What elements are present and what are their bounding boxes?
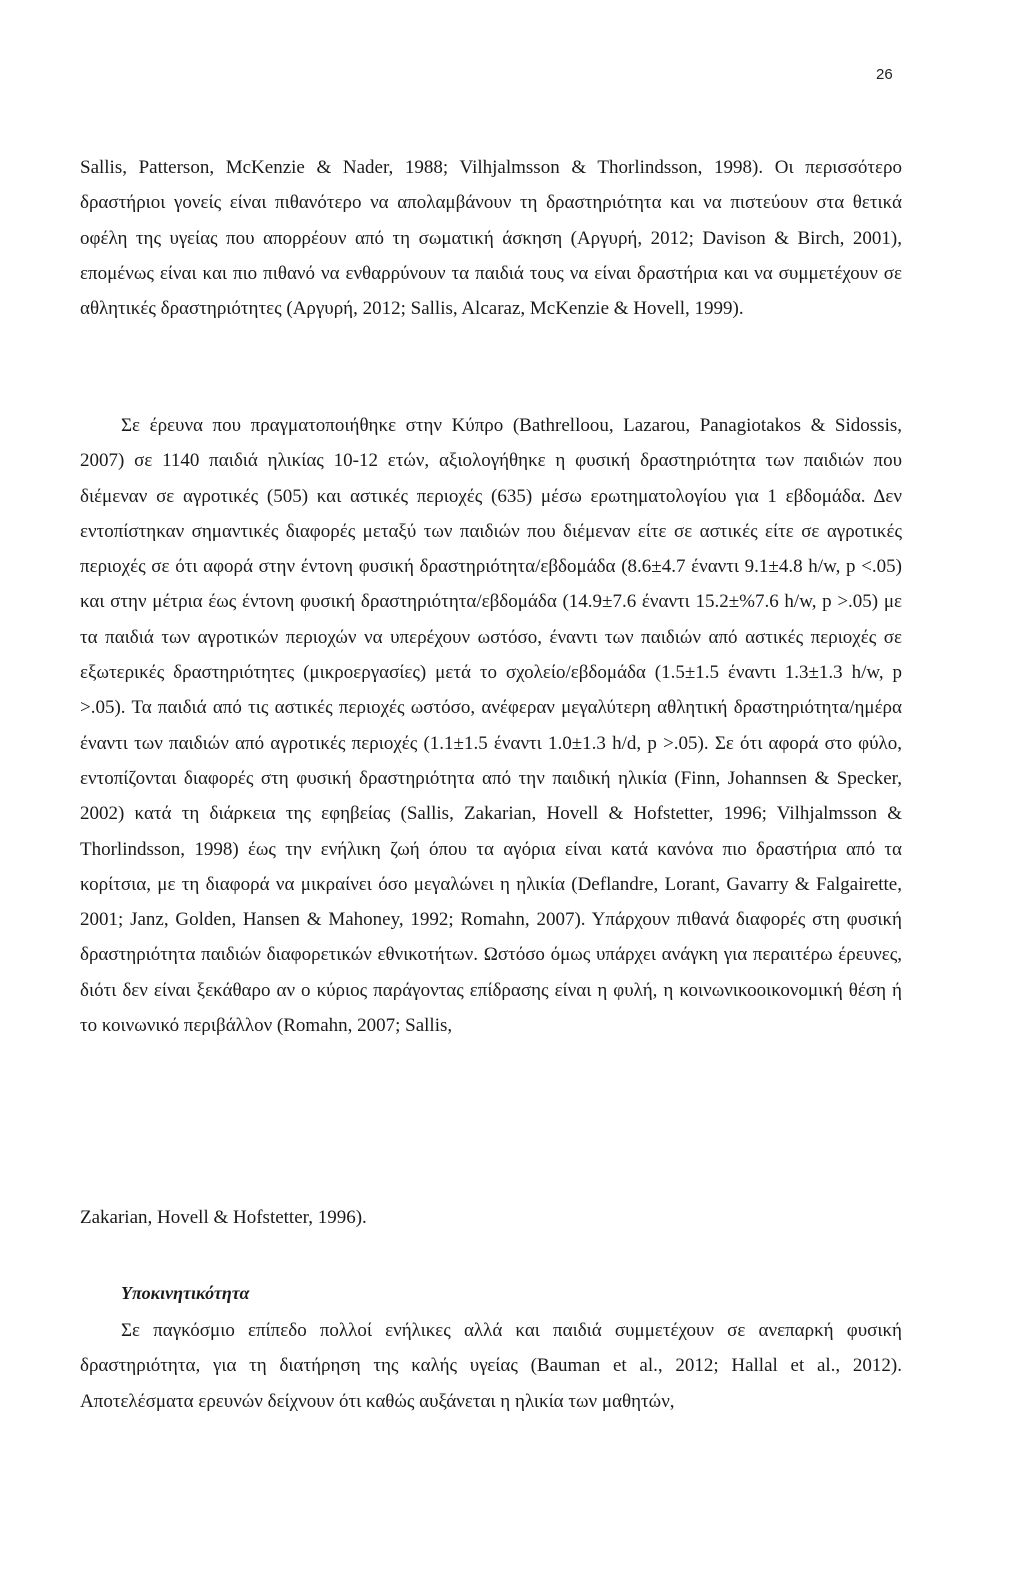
page-number: 26 xyxy=(876,66,893,83)
paragraph-continuation xyxy=(80,1200,902,1235)
paragraph-hypokinesia xyxy=(80,1313,902,1419)
paragraph-cyprus-study xyxy=(80,408,902,1043)
paragraph-text: Σε παγκόσμιο επίπεδο πολλοί ενήλικες αλλά και παιδιά συμμετέχουν σε ανεπαρκή φυσική δραστηριότητα, για τη διατήρηση της καλής υγείας (Bauman et al., 2012; Hallal et al., 2012). Αποτελέσματα ερευνών δείχνουν ότι καθώς αυξάνεται η ηλικία των μαθητών, xyxy=(80,1320,902,1412)
section-heading: Υποκινητικότητα xyxy=(121,1283,250,1303)
paragraph-text: Σε έρευνα που πραγματοποιήθηκε στην Κύπρο (Bathrelloou, Lazarou, Panagiotakos & Sidossis, 2007) σε 1140 παιδιά ηλικίας 10-12 ετών, αξιολογήθηκε η φυσική δραστηριότητα των παιδιών που διέμεναν σε αγροτικές (505) και αστικές περιοχές (635) μέσω ερωτηματολογίου για 1 εβδομάδα. Δεν εντοπίστηκαν σημαντικές διαφορές μεταξύ των παιδιών που διέμεναν είτε σε αστικές είτε σε αγροτικές περιοχές σε ότι αφορά στην έντονη φυσική δραστηριότητα/εβδομάδα (8.6±4.7 έναντι 9.1±4.8 h/w, p <.05) και στην μέτρια έως έντονη φυσική δραστηριότητα/εβδομάδα (14.9±7.6 έναντι 15.2±%7.6 h/w, p >.05) με τα παιδιά των αγροτικών περιοχών να υπερέχουν ωστόσο, έναντι των παιδιών από αστικές περιοχές σε εξωτερικές δραστηριότητες (μικροεργασίες) μετά το σχολείο/εβδομάδα (1.5±1.5 έναντι 1.3±1.3 h/w, p >.05). Τα παιδιά από τις αστικές περιοχές ωστόσο, ανέφεραν μεγαλύτερη αθλητική δραστηριότητα/ημέρα έναντι των παιδιών από αγροτικές περιοχές (1.1±1.5 έναντι 1.0±1.3 h/d, p >.05). Σε ότι αφορά στο φύλο, εντοπίζονται διαφορές στη φυσική δραστηριότητα από την παιδική ηλικία (Finn, Johannsen & Specker, 2002) κατά τη διάρκεια της εφηβείας (Sallis, Zakarian, Hovell & Hofstetter, 1996; Vilhjalmsson & Thorlindsson, 1998) έως την ενήλικη ζωή όπου τα αγόρια είναι κατά κανόνα πιο δραστήρια από τα κορίτσια, με τη διαφορά να μικραίνει όσο μεγαλώνει η ηλικία (Deflandre, Lorant, Gavarry & Falgairette, 2001; Janz, Golden, Hansen & Mahoney, 1992; Romahn, 2007). Υπάρχουν πιθανά διαφορές στη φυσική δραστηριότητα παιδιών διαφορετικών εθνικοτήτων. Ωστόσο όμως υπάρχει ανάγκη για περαιτέρω έρευνες, διότι δεν είναι ξεκάθαρο αν ο κύριος παράγοντας επίδρασης είναι η φυλή, η κοινωνικοοικονομική θέση ή το κοινωνικό περιβάλλον (Romahn, 2007; Sallis, xyxy=(80,415,902,1037)
paragraph-parental-influence xyxy=(80,150,902,326)
paragraph-text: Sallis, Patterson, McKenzie & Nader, 1988; Vilhjalmsson & Thorlindsson, 1998). Οι περισσότερο δραστήριοι γονείς είναι πιθανότερο να απολαμβάνουν τη δραστηριότητα και να πιστεύουν στα θετικά οφέλη της υγείας που απορρέουν από τη σωματική άσκηση (Αργυρή, 2012; Davison & Birch, 2001), επομένως είναι και πιο πιθανό να ενθαρρύνουν τα παιδιά τους να είναι δραστήρια και να συμμετέχουν σε αθλητικές δραστηριότητες (Αργυρή, 2012; Sallis, Alcaraz, McKenzie & Hovell, 1999). xyxy=(80,157,902,320)
paragraph-text: Zakarian, Hovell & Hofstetter, 1996). xyxy=(80,1207,367,1228)
